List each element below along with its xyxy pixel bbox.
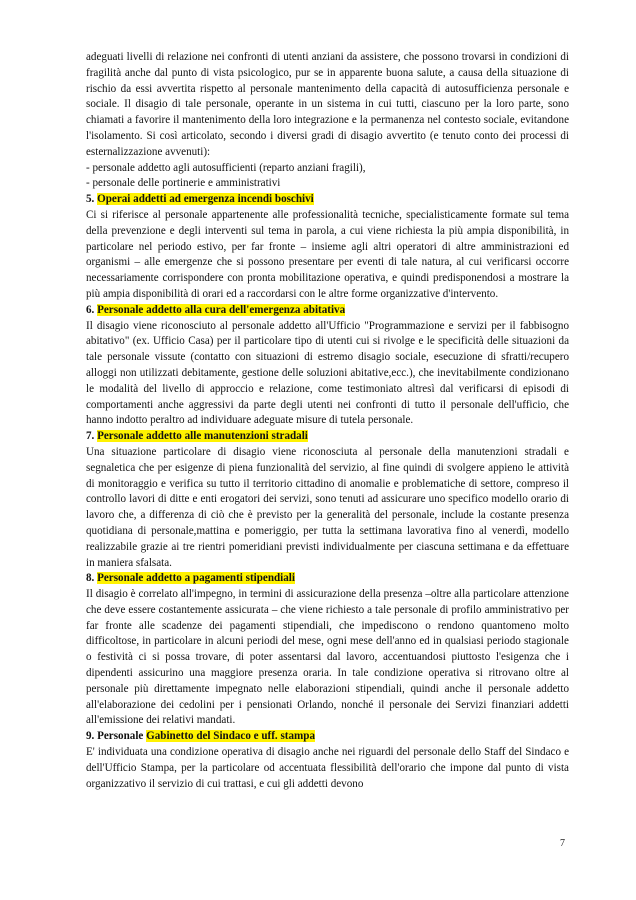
section-9-heading: [86, 729, 569, 745]
section-7-title: Personale addetto alle manutenzioni stradali: [97, 430, 308, 443]
document-body: [86, 50, 569, 792]
section-5-number: 5.: [86, 193, 95, 206]
section-9-body: E' individuata una condizione operativa di disagio anche nei riguardi del personale dello Staff del Sindaco e dell'Ufficio Stampa, per la particolare od accentuata flessibilità dell'orario che impone dal punto di vista organizzativo il servizio di cui trattasi, e cui gli addetti devono: [86, 746, 569, 790]
section-6-heading: [86, 303, 569, 319]
section-9-number: 9.: [86, 730, 95, 743]
section-8-title: Personale addetto a pagamenti stipendiali: [97, 572, 295, 585]
intro-paragraph: adeguati livelli di relazione nei confronti di utenti anziani da assistere, che possono trovarsi in condizioni di fragilità anche dal punto di vista psicologico, pur se in apparente buona salute, a causa della situazione di rischio da essi avvertita rispetto al personale mantenimento della capacità di autosufficienza personale e sociale. Il disagio di tale personale, operante in un sistema in cui tutti, ciascuno per la loro parte, sono chiamati a favorire il mantenimento della loro integrazione e la permanenza nel contesto sociale, evitandone l'isolamento. Si così articolato, secondo i diversi gradi di disagio avvertito (e tenuto conto dei processi di esternalizzazione avvenuti):: [86, 51, 569, 158]
section-5-title: Operai addetti ad emergenza incendi boschivi: [97, 193, 314, 206]
section-9-title-prefix: Personale: [97, 730, 144, 743]
section-6-body: Il disagio viene riconosciuto al personale addetto all'Ufficio "Programmazione e servizi per il fabbisogno abitativo" (ex. Ufficio Casa) per il particolare tipo di utenti cui si rivolge e le specificità delle situazioni da tale personale vissute (contatto con situazioni di estremo disagio sociale, esecuzione di sfratti/recupero alloggi non utilizzati debitamente, gestione delle soluzioni abitative,ecc.), che inevitabilmente condizionano le modalità del livello di approccio e relazione, come testimoniato altresì dal verificarsi di episodi di comportamenti anche aggressivi da parte degli utenti nei confronti di tutto il personale dell'ufficio, che hanno indotto peraltro ad individuare adeguate misure di tutela personale.: [86, 319, 569, 427]
section-6-title: Personale addetto alla cura dell'emergenza abitativa: [97, 303, 346, 316]
page-number: 7: [560, 838, 565, 849]
section-5-heading: [86, 192, 569, 208]
section-8-number: 8.: [86, 572, 95, 585]
section-7-heading: [86, 429, 569, 445]
section-8-heading: [86, 571, 569, 587]
section-5-body: Ci si riferisce al personale appartenente alle professionalità tecniche, specialisticamente formate sul tema della prevenzione e degli interventi sul tema in parola, a cui viene richiesta la più ampia disponibilità, in particolare nel periodo estivo, per far fronte – insieme agli altri operatori di altre amministrazioni ed organismi – alle emergenze che si possono presentare per eventi di tale natura, al cui verificarsi occorre necessariamente corrispondere con pronta mobilitazione operativa, e quindi predisponendosi a mostrare la più ampia disponibilità di orari ed a raccordarsi con le altre forme organizzative d'intervento.: [86, 208, 569, 300]
section-6-number: 6.: [86, 303, 95, 316]
section-8-body: Il disagio è correlato all'impegno, in termini di assicurazione della presenza –oltre alla particolare attenzione che deve essere costantemente assicurata – che viene richiesto a tale personale di profilo amministrativo per far fronte alle scadenze dei pagamenti stipendiali, che impediscono o rendono quantomeno molto difficoltose, in particolare in alcuni periodi del mese, ogni mese dell'anno ed in qualsiasi periodo stagionale o festività ci si possa trovare, di poter assentarsi dal lavoro, accentuandosi piuttosto l'esigenza che i dipendenti assicurino una maggiore presenza oraria. In tale condizione operativa si ritrovano oltre al personale più direttamente impegnato nelle elaborazioni stipendiali, quindi anche il personale addetto all'elaborazione dei cedolini per i pensionati Orlando, nonché il personale dei Servizi finanziari addetti all'emissione dei relativi mandati.: [86, 588, 569, 727]
intro-list-item: - personale delle portinerie e amministrativi: [86, 177, 281, 190]
intro-list-item: - personale addetto agli autosufficienti (reparto anziani fragili),: [86, 161, 366, 174]
section-7-number: 7.: [86, 430, 95, 443]
section-9-title: Gabinetto del Sindaco e uff. stampa: [146, 730, 315, 743]
section-7-body: Una situazione particolare di disagio viene riconosciuta al personale della manutenzioni stradali e segnaletica che per esigenze di piena funzionalità del servizio, al fine quindi di svolgere appieno le attività di monitoraggio e verifica su tutto il territorio cittadino di anomalie e problematiche di settore, compreso il controllo lavori di ditte e enti erogatori dei servizi, sono tenuti ad assicurare uno specifico modello orario di lavoro che, a differenza di ciò che è previsto per la generalità del personale, include la costante presenza quotidiana di personale,mattina e pomeriggio, per tutta la settimana lavorativa fino al venerdì, modello realizzabile grazie ai tre rientri pomeridiani previsti individualmente per ciascuna settimana e da effettuare in maniera sfalsata.: [86, 445, 569, 569]
